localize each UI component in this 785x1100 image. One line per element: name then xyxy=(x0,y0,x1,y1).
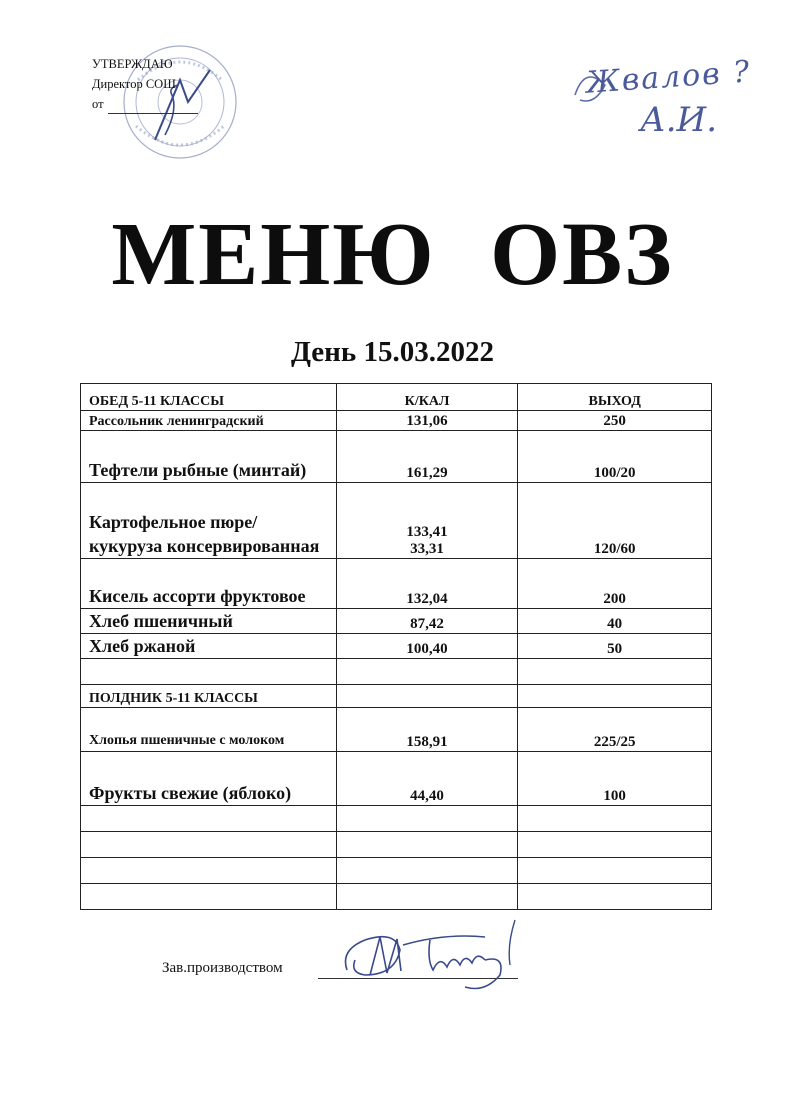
table-row xyxy=(81,559,712,609)
dish-kcal: 158,91 xyxy=(336,708,518,752)
dish-name: Хлеб пшеничный xyxy=(81,609,337,634)
approval-underline xyxy=(108,101,198,114)
dish-name: Хлопья пшеничные с молоком xyxy=(81,708,337,752)
handwritten-initials: А.И. xyxy=(640,100,718,140)
table-row-empty xyxy=(81,659,712,685)
dish-name: Картофельное пюре/кукуруза консервированная xyxy=(81,483,337,559)
menu-table xyxy=(80,383,712,910)
dish-kcal: 87,42 xyxy=(336,609,518,634)
page-subtitle: День 15.03.2022 xyxy=(291,336,494,368)
dish-yield: 100/20 xyxy=(518,431,712,483)
table-row-empty xyxy=(81,806,712,832)
snack-header: ПОЛДНИК 5-11 КЛАССЫ xyxy=(81,685,337,708)
approval-block xyxy=(60,40,250,160)
dish-yield: 40 xyxy=(518,609,712,634)
dish-kcal: 44,40 xyxy=(336,752,518,806)
dish-kcal: 132,04 xyxy=(336,559,518,609)
dish-yield: 100 xyxy=(518,752,712,806)
dish-name: Фрукты свежие (яблоко) xyxy=(81,752,337,806)
table-header-row xyxy=(81,384,712,411)
dish-yield: 250 xyxy=(518,411,712,431)
dish-name: Кисель ассорти фруктовое xyxy=(81,559,337,609)
dish-yield: 50 xyxy=(518,634,712,659)
header-dish: ОБЕД 5-11 КЛАССЫ xyxy=(81,384,337,411)
table-row-empty xyxy=(81,884,712,910)
dish-name: Тефтели рыбные (минтай) xyxy=(81,431,337,483)
dish-kcal: 131,06 xyxy=(336,411,518,431)
dish-kcal: 161,29 xyxy=(336,431,518,483)
dish-kcal-second: 33,31 xyxy=(410,541,444,557)
header-yield: ВЫХОД xyxy=(518,384,712,411)
table-row xyxy=(81,609,712,634)
dish-yield: 200 xyxy=(518,559,712,609)
dish-kcal: 133,41 xyxy=(406,524,448,540)
header-kcal: К/КАЛ xyxy=(336,384,518,411)
handwritten-note: Жвалов ? xyxy=(584,54,753,101)
signature-icon xyxy=(335,915,535,995)
dish-name: Рассольник ленинградский xyxy=(81,411,337,431)
table-row xyxy=(81,708,712,752)
table-row xyxy=(81,752,712,806)
approval-date-prefix: от xyxy=(92,97,104,111)
dish-name: Хлеб ржаной xyxy=(81,634,337,659)
page-title: МЕНЮ ОВЗ xyxy=(111,205,674,304)
dish-yield: 225/25 xyxy=(518,708,712,752)
dish-kcal: 100,40 xyxy=(336,634,518,659)
approval-position: Директор СОШ xyxy=(92,77,176,91)
table-row-empty xyxy=(81,858,712,884)
table-row xyxy=(81,411,712,431)
table-row-empty xyxy=(81,832,712,858)
footer-label: Зав.производством xyxy=(162,960,283,976)
table-section-row xyxy=(81,685,712,708)
approval-title: УТВЕРЖДАЮ xyxy=(92,57,173,71)
table-row xyxy=(81,483,712,559)
approval-date-line xyxy=(92,94,198,114)
dish-kcal-cell xyxy=(336,483,518,559)
table-row xyxy=(81,634,712,659)
table-row xyxy=(81,431,712,483)
dish-yield: 120/60 xyxy=(518,483,712,559)
